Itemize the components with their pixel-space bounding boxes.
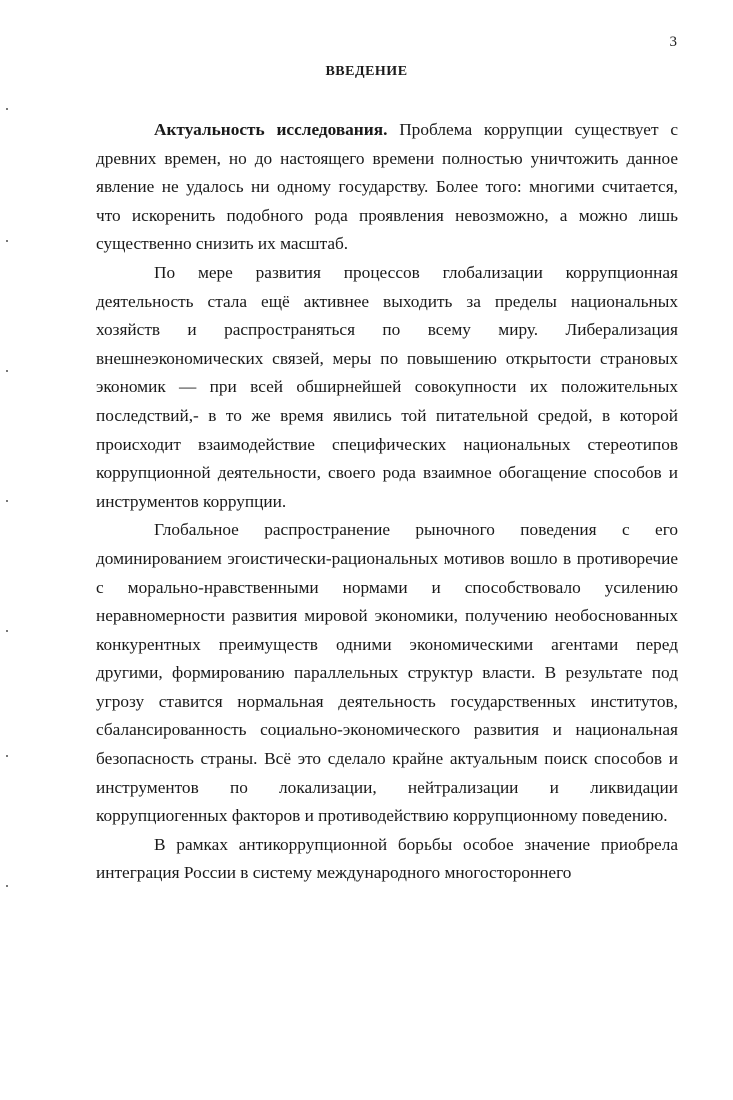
scan-mark — [6, 240, 8, 242]
paragraph-text: В рамках антикоррупционной борьбы особое значение приобрела интеграция России в систему международного многостороннего — [96, 834, 678, 883]
scan-mark — [6, 370, 8, 372]
paragraph-lead: Актуальность исследования. — [154, 120, 388, 139]
paragraph-text: Проблема коррупции существует с древних времен, но до настоящего времени полностью уничтожить данное явление не удалось ни одному государству. Более того: многими считается, что искоренить подобного рода проявления невозможно, а можно лишь существенно снизить их масштаб. — [96, 120, 678, 254]
scan-mark — [6, 108, 8, 110]
page-title: ВВЕДЕНИЕ — [325, 64, 408, 79]
scan-mark — [6, 885, 8, 887]
scan-mark — [6, 500, 8, 502]
paragraph-text: По мере развития процессов глобализации коррупционная деятельность стала ещё активнее выходить за пределы национальных хозяйств и распространяться по всему миру. Либерализация внешнеэкономических связей, меры по повышению открытости страновых экономик — при всей обширнейшей совокупности их положительных последствий,- в то же время явились той питательной средой, в которой происходит взаимодействие специфических национальных стереотипов коррупционной деятельности, своего рода взаимное обогащение способов и инструментов коррупции. — [96, 262, 678, 511]
page-number: 3 — [669, 34, 677, 50]
paragraph-3 — [96, 516, 678, 831]
scan-margin-marks — [6, 0, 12, 1100]
paragraph-4 — [96, 831, 678, 888]
body-text — [96, 116, 678, 888]
paragraph-2 — [96, 259, 678, 516]
paragraph-1 — [96, 116, 678, 259]
paragraph-text: Глобальное распространение рыночного поведения с его доминированием эгоистически-рациональных мотивов вошло в противоречие с морально-нравственными нормами и способствовало усилению неравномерности развития мировой экономики, получению необоснованных конкурентных преимуществ одними экономическими агентами перед другими, формированию параллельных структур власти. В результате под угрозу ставится нормальная деятельность государственных институтов, сбалансированность социально-экономического развития и национальная безопасность страны. Всё это сделало крайне актуальным поиск способов и инструментов по локализации, нейтрализации и ликвидации коррупциогенных факторов и противодействию коррупционному поведению. — [96, 520, 678, 826]
scan-mark — [6, 755, 8, 757]
scan-mark — [6, 630, 8, 632]
